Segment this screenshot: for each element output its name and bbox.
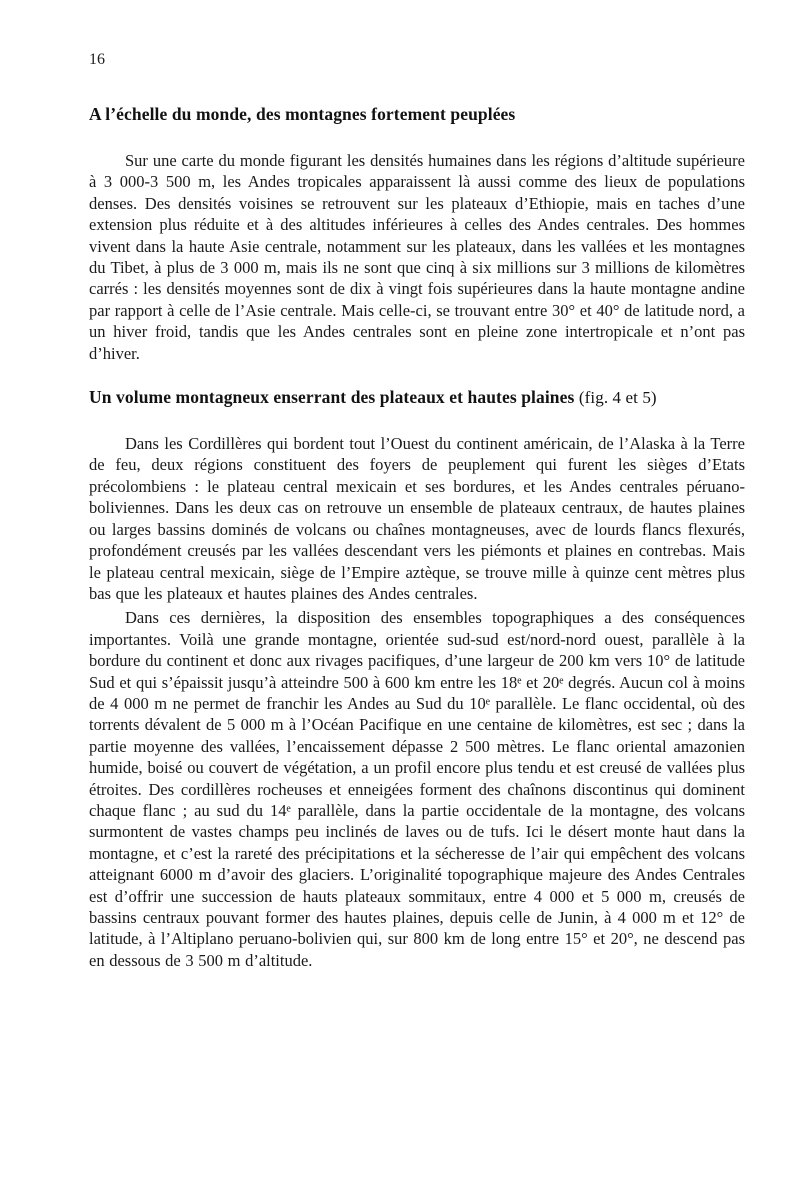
figure-reference: (fig. 4 et 5) (578, 388, 657, 408)
paragraph-cordilleres: Dans les Cordillères qui bordent tout l’Ouest du continent américain, de l’Alaska à la Terre de feu, deux régions constituent des foyers de peuplement qui furent les sièges d’Etats précolombiens : le plateau central mexicain et ses bordures, et les Andes centrales péruano-boliviennes. Dans les deux cas on retrouve un ensemble de plateaux centraux, de hautes plaines ou larges bassins dominés de volcans ou chaînes montagneuses, avec de lourds flancs flexurés, profondément creusés par les vallées descendant vers les piémonts et plaines en contrebas. Mais le plateau central mexicain, siège de l’Empire aztèque, se trouve mille à quinze cent mètres plus bas que les plateaux et hautes plaines des Andes centrales. (89, 434, 745, 603)
paragraph-topography: Dans ces dernières, la disposition des ensembles topographiques a des conséquences importantes. Voilà une grande montagne, orientée sud-sud est/nord-nord ouest, parallèle à la bordure du continent et donc aux rivages pacifiques, d’une largeur de 200 km vers 10° de latitude Sud et qui s’épaissit jusqu’à atteindre 500 à 600 km entre les 18ᵉ et 20ᵉ degrés. Aucun col à moins de 4 000 m ne permet de franchir les Andes au Sud du 10ᵉ parallèle. Le flanc occidental, où des torrents dévalent de 5 000 m à l’Océan Pacifique en une centaine de kilomètres, est sec ; dans la partie moyenne des vallées, l’encaissement dépasse 2 500 mètres. Le flanc oriental amazonien humide, boisé ou couvert de végétation, a un profil encore plus tendu et est creusé de vallées plus étroites. Des cordillères rocheuses et enneigées forment des chaînons discontinus qui dominent chaque flanc ; au sud du 14ᵉ parallèle, dans la partie occidentale de la montagne, des volcans surmontent de vastes champs peu inclinés de laves ou de tufs. Ici le désert monte haut dans la montagne, et c’est la rareté des précipitations et la sécheresse de l’air qui empêchent des volcans atteignant 6000 m d’avoir des glaciers. L’originalité topographique majeure des Andes Centrales est d’offrir une succession de hauts plateaux sommitaux, entre 4 000 et 5 000 m, creusés de bassins centraux pouvant former des hautes plaines, depuis celle de Junin, à 4 000 m et 12° de latitude, à l’Altiplano peruano-bolivien qui, sur 800 km de long entre 15° et 20°, ne descend pas en dessous de 3 500 m d’altitude. (89, 608, 745, 970)
section-heading-mountain-volume (89, 386, 745, 409)
page-number: 16 (89, 51, 105, 68)
paragraph-world-scale: Sur une carte du monde figurant les densités humaines dans les régions d’altitude supérieure à 3 000-3 500 m, les Andes tropicales apparaissent là aussi comme des lieux de populations denses. Des densités voisines se retrouvent sur les plateaux d’Ethiopie, mais en taches d’une extension plus réduite et à des altitudes inférieures à celles des Andes centrales. Des hommes vivent dans la haute Asie centrale, notamment sur les plateaux, dans les vallées et les montagnes du Tibet, à plus de 3 000 m, mais ils ne sont que cinq à six millions sur 3 millions de kilomètres carrés : les densités moyennes sont de dix à vingt fois supérieures dans la haute montagne andine par rapport à celle de l’Asie centrale. Mais celle-ci, se trouvant entre 30° et 40° de latitude nord, a un hiver froid, tandis que les Andes centrales sont en pleine zone intertropicale et n’ont pas d’hiver. (89, 151, 745, 363)
section-heading-world-scale: A l’échelle du monde, des montagnes fortement peuplées (89, 104, 516, 124)
section-heading-mountain-volume-text: Un volume montagneux enserrant des plateaux et hautes plaines (89, 387, 575, 408)
